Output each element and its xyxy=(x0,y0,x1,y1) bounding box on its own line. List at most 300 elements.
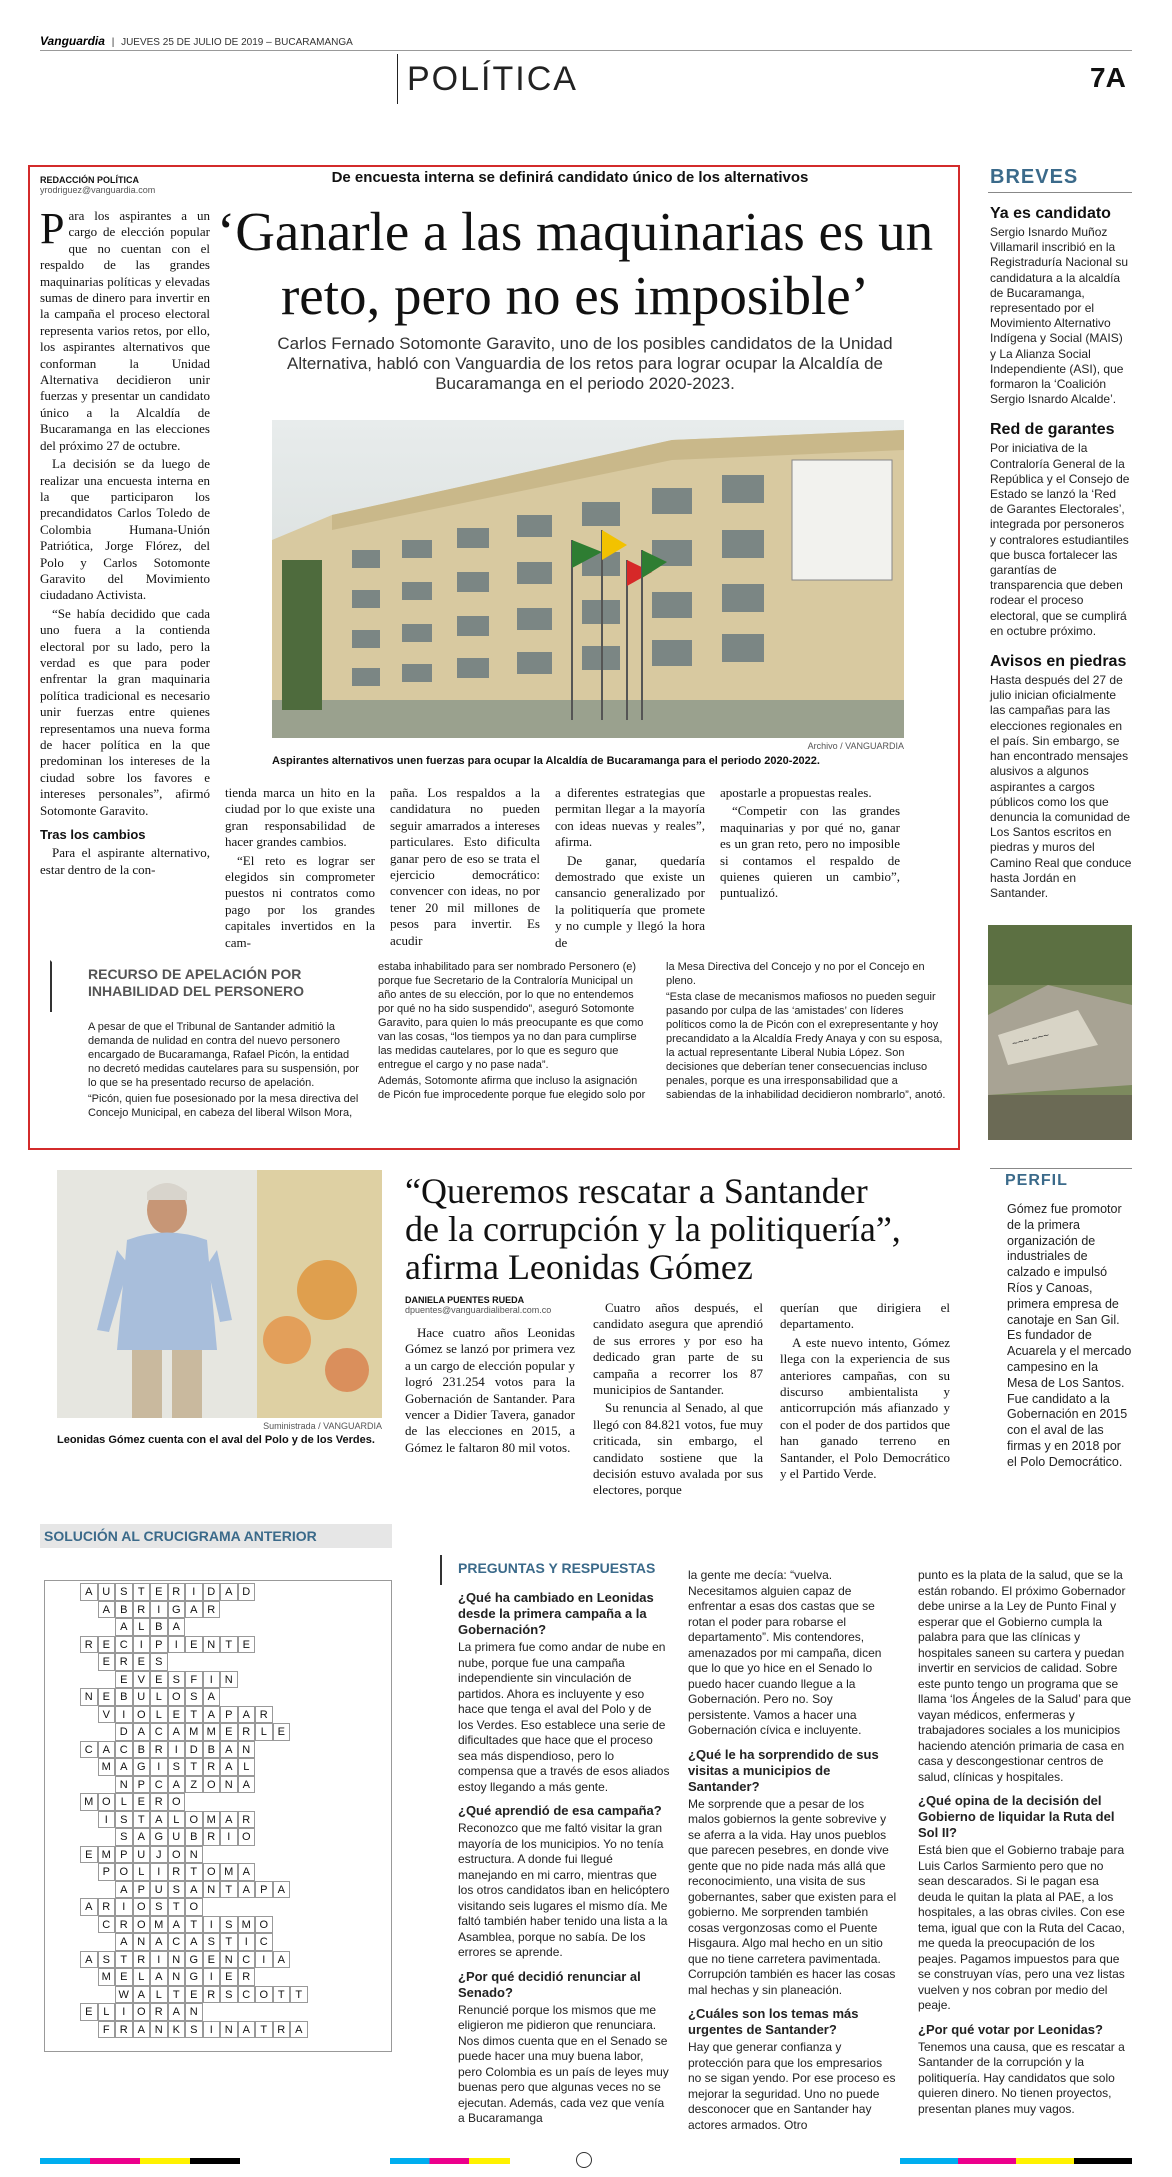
crossword-cell: C xyxy=(238,1951,256,1969)
crossword-cell: A xyxy=(115,1618,133,1636)
qa-label: PREGUNTAS Y RESPUESTAS xyxy=(458,1560,656,1576)
crossword-cell: O xyxy=(185,1898,203,1916)
lead-column-2: tienda marca un hito en la ciudad por lo que existe una gran responsabilidad de hacer grandes cambios. “El reto es lograr ser elegidos sin comprometer puestos ni contratos como pago por los grandes capitales invertidos en la cam- xyxy=(225,785,375,950)
crossword-cell: T xyxy=(133,1583,151,1601)
crossword-cell: R xyxy=(115,1916,133,1934)
crossword-cell: G xyxy=(185,1951,203,1969)
crossword-cell: A xyxy=(133,2021,151,2039)
crossword-cell: O xyxy=(238,1828,256,1846)
crossword-cell: F xyxy=(185,1671,203,1689)
crossword-cell: B xyxy=(133,1741,151,1759)
crossword-cell: O xyxy=(168,1846,186,1864)
crossword-cell: E xyxy=(168,1706,186,1724)
crossword-cell: U xyxy=(150,1881,168,1899)
crossword-cell: I xyxy=(203,2021,221,2039)
crossword-cell: L xyxy=(150,1986,168,2004)
crossword-cell: R xyxy=(238,1968,256,1986)
crossword-cell: A xyxy=(273,1881,291,1899)
crossword-cell: P xyxy=(115,1846,133,1864)
crossword-cell: R xyxy=(203,1601,221,1619)
crossword-cell: O xyxy=(133,1706,151,1724)
registration-mark-icon xyxy=(576,2152,592,2168)
gomez-column-2: Cuatro años después, el candidato asegura que aprendió de sus errores y por eso ha dedicado gran parte de su campaña a recorrer los 87 municipios de Santander. Su renuncia al Senado, al que llegó con 84.821 votos, fue muy criticada, sin embargo, el candidato sostiene que la decisión estuvo avalada por sus electores, porque xyxy=(593,1300,763,1498)
crossword-cell: I xyxy=(98,1811,116,1829)
crossword-cell: M xyxy=(80,1793,98,1811)
crossword-cell: A xyxy=(115,1881,133,1899)
crossword-cell: A xyxy=(185,1933,203,1951)
crossword-cell: A xyxy=(203,1688,221,1706)
crossword-cell: O xyxy=(98,1793,116,1811)
brief-photo-rocks xyxy=(988,925,1132,1140)
crossword-cell: E xyxy=(220,1968,238,1986)
brief-item: Avisos en piedras Hasta después del 27 de julio inician oficialmente las campañas para las elecciones regionales en el país. Sin embargo, se han encontrado mensajes alusivos a algunos aspirantes a cargos públicos como los que denuncia la comunidad de Los Santos escritos en piedras y muros del Camino Real que conduce hasta Jordán en Santander. xyxy=(990,653,1132,900)
masthead: Vanguardia | JUEVES 25 DE JULIO DE 2019 – BUCARAMANGA xyxy=(40,34,353,48)
crossword-cell: N xyxy=(168,1968,186,1986)
crossword-cell: S xyxy=(168,1758,186,1776)
crossword-cell: I xyxy=(168,1636,186,1654)
crossword-cell: T xyxy=(220,1933,238,1951)
crossword-cell: C xyxy=(98,1916,116,1934)
crossword-cell: T xyxy=(255,2021,273,2039)
crossword-cell: C xyxy=(168,1933,186,1951)
page-number: 7A xyxy=(1090,62,1126,93)
crossword-cell: N xyxy=(220,1776,238,1794)
crossword-cell: E xyxy=(80,2003,98,2021)
crossword-cell: D xyxy=(115,1723,133,1741)
crossword-row xyxy=(45,1741,391,1759)
crossword-cell: P xyxy=(133,1881,151,1899)
gomez-headline: “Queremos rescatar a Santander de la corrupción y la politiquería”, afirma Leonidas Gómez xyxy=(405,1171,901,1287)
crossword-row xyxy=(45,1636,391,1654)
crossword-cell: K xyxy=(168,2021,186,2039)
crossword-cell: R xyxy=(150,1793,168,1811)
crossword-cell: U xyxy=(133,1846,151,1864)
crossword-cell: E xyxy=(133,1653,151,1671)
crossword-cell: I xyxy=(185,1583,203,1601)
crossword-label: SOLUCIÓN AL CRUCIGRAMA ANTERIOR xyxy=(44,1528,317,1544)
crossword-cell: B xyxy=(115,1688,133,1706)
crossword-cell: N xyxy=(185,2003,203,2021)
appeal-column-2: estaba inhabilitado para ser nombrado Personero (e) porque fue Secretario de la Contraloría Municipal un año antes de su elección, por lo que no entendemos por qué no ha sido suspendido”, aseguró Sotomonte Garavito, para quien lo más preocupante es que como van las cosas, “los tiempos ya no dan para cumplirse las medidas cautelares, por lo que es seguro que entregue el cargo y no pase nada”. Además, Sotomonte afirma que incluso la asignación de Picón fue improcedente porque fue elegido solo por xyxy=(378,961,646,1101)
crossword-cell: S xyxy=(168,1671,186,1689)
crossword-row xyxy=(45,1758,391,1776)
crossword-cell: L xyxy=(150,1706,168,1724)
crossword-cell: T xyxy=(185,1758,203,1776)
crossword-cell: L xyxy=(150,1688,168,1706)
crossword-row xyxy=(45,1601,391,1619)
crossword-cell: P xyxy=(133,1776,151,1794)
crossword-cell: L xyxy=(115,1793,133,1811)
crossword-cell: I xyxy=(115,1898,133,1916)
crossword-cell: M xyxy=(98,1758,116,1776)
crossword-cell: S xyxy=(220,1986,238,2004)
crossword-cell: R xyxy=(273,2021,291,2039)
crossword-cell: W xyxy=(115,1986,133,2004)
crossword-cell: L xyxy=(133,1863,151,1881)
crossword-cell: B xyxy=(185,1828,203,1846)
crossword-row xyxy=(45,1933,391,1951)
crossword-row xyxy=(45,1951,391,1969)
crossword-cell: A xyxy=(220,1758,238,1776)
crossword-cell: I xyxy=(203,1671,221,1689)
qa-column-2: la gente me decía: “vuelva. Necesitamos alguien capaz de enfrentar a esas dos castas que se rotan el poder para robarse el departamento”. Mis contendores, amenazados por mi campaña, dicen que lo que yo hice en el Senado lo puedo hacer cuando llegue a la Gobernación. Pero no. Soy persistente. Vamos a hacer una Gobernación cívica e incluyente. ¿Qué le ha sorprendido de sus visitas a municipios de Santander? Me sorprende que a pesar de los malos gobiernos la gente sobrevive y se aferra a la vida. Hay unos pueblos que parecen pesebres, en donde vive gente que no pide nada más allá que reconocimiento, una visita de sus gobernantes, saber que existen para el gobierno. Me sorprenden también cosas vergonzosas como el Puente Hisgaura. Algo mal hecho en un sitio que no tiene carretera pavimentada. Corrupción también es hacer las cosas mal hechas y sin planeación. ¿Cuáles son los temas más urgentes de Santander? Hay que generar confianza y protección para que los empresarios no se sigan yendo. Por ese proceso es mejorar la seguridad. Uno no puede desconocer que en Santander hay actores armados. Otro xyxy=(688,1568,897,2132)
crossword-row xyxy=(45,1688,391,1706)
crossword-cell: S xyxy=(150,1653,168,1671)
crossword-cell: S xyxy=(220,1916,238,1934)
lead-column-3: paña. Los respaldos a la candidatura no pueden seguir amarrados a intereses particulares. Esto dificulta ganar pero de eso se trata el ejercicio democrático: convencer con ideas, no por tener 20 mil millones de pesos para invertir. Es acudir xyxy=(390,785,540,948)
crossword-cell: L xyxy=(133,1618,151,1636)
crossword-cell: S xyxy=(115,1811,133,1829)
crossword-cell: I xyxy=(115,2003,133,2021)
crossword-cell: A xyxy=(168,1618,186,1636)
crossword-cell: R xyxy=(168,1583,186,1601)
qa-column-1: ¿Qué ha cambiado en Leonidas desde la primera campaña a la Gobernación? La primera fue como andar de nube en nube, porque fue una campaña independiente sin vinculación de partidos. Ahora es incluyente y eso hace que tenga el aval del Polo y de los Verdes. Eso establece una serie de dificultades que hace que el proceso sea más dispendioso, pero lo compensa que a través de esos aliados estoy llegando a más gente. ¿Qué aprendió de esa campaña? Reconozco que me faltó visitar la gran mayoría de los municipios. Yo no tenía estructura. A donde fui llegué manejando en mi carro, mientras que los otros candidatos iban en helicóptero visitando seis lugares el mismo día. Me faltó también haber tenido una lista a la Asamblea, porque no sabía. De los errores se aprende. ¿Por qué decidió renunciar al Senado? Renuncié porque los mismos que me eligieron me pidieron que renunciara. Nos dimos cuenta que en el Senado se puede hacer una muy buena labor, pero Colombia es un país de leyes muy buenas pero que algunas veces no se ejecutan. Además, cada vez que venía a Bucaramanga xyxy=(458,1590,670,2125)
crossword-cell: T xyxy=(115,1951,133,1969)
crossword-cell: A xyxy=(150,1968,168,1986)
crossword-cell: P xyxy=(220,1706,238,1724)
crossword-cell: C xyxy=(150,1776,168,1794)
crossword-cell: B xyxy=(115,1601,133,1619)
lead-kicker: De encuesta interna se definirá candidato único de los alternativos xyxy=(331,169,809,186)
crossword-cell: C xyxy=(80,1741,98,1759)
crossword-row xyxy=(45,2021,391,2039)
crossword-cell: C xyxy=(115,1636,133,1654)
crossword-cell: A xyxy=(168,2003,186,2021)
crossword-cell: N xyxy=(80,1688,98,1706)
crossword-cell: B xyxy=(203,1741,221,1759)
crossword-cell: G xyxy=(185,1968,203,1986)
crossword-cell: A xyxy=(203,1706,221,1724)
brief-item: Red de garantes Por iniciativa de la Contraloría General de la República y el Consejo de Estado se lanzó la ‘Red de Garantes Electorales’, integrada por personeros y contralores estudiantiles que busca fortalecer las garantías de transparencia que deben rodear el proceso electoral, que se cumplirá en octubre próximo. xyxy=(990,421,1130,638)
crossword-row xyxy=(45,1793,391,1811)
crossword-cell: S xyxy=(115,1583,133,1601)
crossword-cell: A xyxy=(150,1811,168,1829)
crossword-cell: A xyxy=(185,1601,203,1619)
appeal-column-3: la Mesa Directiva del Concejo y no por el Concejo en pleno. “Esta clase de mecanismos mafiosos no pueden seguir pasando por culpa de las ‘amistades’ con líderes políticos como la de Picón con el exrepresentante y hoy precandidato a la Alcaldía Fredy Anaya y con su esposa, la actual representante Liberal Nubia López. Son decisiones que deberían tener consecuencias incluso penales, porque es una irresponsabilidad que a sabiendas de la inhabilidad decidieron nombrarlo”, anotó. xyxy=(666,961,946,1101)
crossword-cell: A xyxy=(168,1916,186,1934)
crossword-cell: T xyxy=(133,1811,151,1829)
crossword-row xyxy=(45,1986,391,2004)
crossword-row xyxy=(45,2003,391,2021)
crossword-cell: C xyxy=(115,1741,133,1759)
gomez-column-1: Hace cuatro años Leonidas Gómez se lanzó por primera vez a un cargo de elección popular y logró 231.254 votos para la Gobernación de Santander. Para vencer a Didier Tavera, ganador de las elecciones en 2015, a Gómez le faltaron 80 mil votos. xyxy=(405,1325,575,1455)
crossword-row xyxy=(45,1916,391,1934)
crossword-cell: T xyxy=(168,1986,186,2004)
appeal-bracket xyxy=(50,960,66,1012)
crossword-cell: G xyxy=(133,1758,151,1776)
crossword-row xyxy=(45,1846,391,1864)
crossword-cell: N xyxy=(220,1951,238,1969)
appeal-column-1: A pesar de que el Tribunal de Santander admitió la demanda de nulidad en contra del nuevo personero encargado de Bucaramanga, Rafael Picón, la entidad no decretó medidas cautelares para su suspensión, por lo que se ha presentado recurso de apelación. “Picón, quien fue posesionado por la mesa directiva del Concejo Municipal, en cabeza del liberal Wilson Mora, xyxy=(88,1021,359,1119)
crossword-cell: S xyxy=(115,1828,133,1846)
crossword-cell: E xyxy=(273,1723,291,1741)
crossword-cell: I xyxy=(220,1828,238,1846)
crossword-cell: S xyxy=(203,1933,221,1951)
crossword-cell: E xyxy=(115,1671,133,1689)
crossword-cell: E xyxy=(238,1636,256,1654)
crossword-cell: I xyxy=(168,1741,186,1759)
crossword-cell: N xyxy=(220,2021,238,2039)
crossword-row xyxy=(45,1828,391,1846)
crossword-cell: I xyxy=(150,1951,168,1969)
crossword-cell: O xyxy=(168,1793,186,1811)
crossword-cell: T xyxy=(220,1636,238,1654)
crossword-cell: A xyxy=(80,1898,98,1916)
gomez-column-3: querían que dirigiera el departamento. A este nuevo intento, Gómez llega con la experiencia de sus anteriores campañas, con su discurso ambientalista y anticorrupción más afianzado y con el poder de dos partidos que han ganado terreno en Santander, el Polo Democrático y el Partido Verde. xyxy=(780,1300,950,1482)
crossword-cell: E xyxy=(115,1968,133,1986)
crossword-cell: U xyxy=(133,1688,151,1706)
crossword-row xyxy=(45,1723,391,1741)
crossword-cell: E xyxy=(98,1653,116,1671)
crossword-cell: R xyxy=(115,1653,133,1671)
lead-column-5: apostarle a propuestas reales. “Competir con las grandes maquinarias y por qué no, ganar es un gran reto, pero no imposible si contamos el respaldo de quienes quieren un cambio”, puntualizó. xyxy=(720,785,900,901)
crossword-row xyxy=(45,1898,391,1916)
perfil-rule xyxy=(990,1168,1132,1169)
crossword-cell: M xyxy=(220,1863,238,1881)
crossword-cell: O xyxy=(255,1916,273,1934)
perfil-label: PERFIL xyxy=(1005,1172,1068,1189)
crossword-cell: A xyxy=(133,1986,151,2004)
crossword-cell: T xyxy=(185,1706,203,1724)
crossword-cell: R xyxy=(98,1898,116,1916)
lead-caption: Aspirantes alternativos unen fuerzas para ocupar la Alcaldía de Bucaramanga para el periodo 2020-2022. xyxy=(272,755,820,767)
crossword-cell: V xyxy=(98,1706,116,1724)
crossword-cell: I xyxy=(255,1951,273,1969)
crossword-cell: C xyxy=(150,1723,168,1741)
crossword-cell: R xyxy=(255,1706,273,1724)
brief-item: Ya es candidato Sergio Isnardo Muñoz Villamaril inscribió en la Registraduría Nacional su candidatura a la alcaldía de Bucaramanga, representado por el Movimiento Alternativo Indígena y Social (MAIS) y La Alianza Social Independiente (ASI), que formaron la ‘Coalición Sergio Isnardo Alcalde’. xyxy=(990,205,1129,407)
crossword-cell: E xyxy=(80,1846,98,1864)
crossword-cell: A xyxy=(238,1863,256,1881)
crossword-cell: C xyxy=(255,1933,273,1951)
crossword-cell: S xyxy=(185,1688,203,1706)
crossword-cell: N xyxy=(203,1881,221,1899)
crossword-cell: I xyxy=(150,1758,168,1776)
crossword-row xyxy=(45,1583,391,1601)
crossword-cell: I xyxy=(203,1916,221,1934)
crossword-cell: I xyxy=(150,1863,168,1881)
crossword-cell: A xyxy=(133,1828,151,1846)
crossword-cell: E xyxy=(150,1671,168,1689)
rocks-photo xyxy=(988,925,1132,1140)
crossword-cell: T xyxy=(185,1863,203,1881)
crossword-cell: C xyxy=(238,1986,256,2004)
crossword-cell: E xyxy=(150,1583,168,1601)
crossword-grid xyxy=(44,1580,392,2052)
lead-byline: REDACCIÓN POLÍTICA yrodriguez@vanguardia.com xyxy=(40,175,156,195)
crossword-cell: I xyxy=(115,1706,133,1724)
crossword-cell: R xyxy=(238,1811,256,1829)
crossword-cell: E xyxy=(98,1688,116,1706)
qa-column-3: punto es la plata de la salud, que se la están robando. El próximo Gobernador debe unirse a la Ley de Punto Final y esperar que el Gobierno cumpla la palabra para que las clínicas y hospitales saneen su cartera y puedan invertir en servicios de calidad. Sobre este punto tengo un programa que se llama ‘los Ángeles de la Salud’ para que vayan médicos, enfermeras y trabajadores sociales a los municipios haciendo atención primaria de casa en casa y descongestionar centros de salud, clínicas y hospitales. ¿Qué opina de la decisión del Gobierno de liquidar la Ruta del Sol II? Está bien que el Gobierno trabaje para Luis Carlos Sarmiento pero que no sean descarados. Si le pagan esa deuda le quitan la plata al PAE, a los hospitales, a las obras civiles. Con ese tema, igual que con la Ruta del Cacao, me queda la preocupación de los peajes. Pagamos impuestos para que se construyan vías, pero una vez listas vuelven y nos cobran por medio del peaje. ¿Por qué votar por Leonidas? Tenemos una causa, que es rescatar a Santander de la corrupción y la politiquería. Hay candidatos que solo quieren dinero. No tienen proyectos, presentan planes muy vagos. xyxy=(918,1568,1132,2116)
crossword-cell: T xyxy=(220,1881,238,1899)
qa-bracket xyxy=(440,1555,452,1585)
crossword-cell: D xyxy=(185,1741,203,1759)
lead-headline: ‘Ganarle a las maquinarias es un reto, pero no es imposible’ xyxy=(216,201,934,326)
crossword-cell: R xyxy=(150,1741,168,1759)
crossword-cell: T xyxy=(185,1916,203,1934)
crossword-cell: R xyxy=(80,1636,98,1654)
crossword-cell: A xyxy=(80,1951,98,1969)
crossword-cell: R xyxy=(133,1951,151,1969)
crossword-row xyxy=(45,1863,391,1881)
section-divider xyxy=(397,54,398,104)
gomez-photo xyxy=(57,1170,382,1418)
crossword-cell: N xyxy=(133,1933,151,1951)
crossword-row xyxy=(45,1881,391,1899)
crossword-cell: A xyxy=(238,1776,256,1794)
section-title: POLÍTICA xyxy=(407,60,578,98)
appeal-title: RECURSO DE APELACIÓN POR INHABILIDAD DEL PERSONERO xyxy=(88,966,304,999)
lead-subhead: Carlos Fernado Sotomonte Garavito, uno de los posibles candidatos de la Unidad Alternativa, habló con Vanguardia de los retos para lograr ocupar la Alcaldía de Bucaramanga en el periodo 2020-2023. xyxy=(277,334,893,393)
crossword-cell: R xyxy=(203,1986,221,2004)
crossword-cell: R xyxy=(203,1828,221,1846)
crossword-cell: D xyxy=(203,1583,221,1601)
crossword-cell: T xyxy=(168,1898,186,1916)
crossword-cell: N xyxy=(203,1636,221,1654)
crossword-cell: O xyxy=(133,2003,151,2021)
crossword-cell: Z xyxy=(185,1776,203,1794)
crossword-cell: O xyxy=(133,1898,151,1916)
crossword-cell: M xyxy=(98,1968,116,1986)
crossword-cell: O xyxy=(168,1688,186,1706)
crossword-cell: J xyxy=(150,1846,168,1864)
lead-photo xyxy=(272,420,904,738)
crossword-cell: N xyxy=(115,1776,133,1794)
gomez-byline: DANIELA PUENTES RUEDA dpuentes@vanguardialiberal.com.co xyxy=(405,1295,552,1315)
crossword-cell: N xyxy=(220,1671,238,1689)
crossword-cell: P xyxy=(98,1863,116,1881)
crossword-cell: O xyxy=(203,1776,221,1794)
crossword-row xyxy=(45,1618,391,1636)
crossword-cell: A xyxy=(98,1741,116,1759)
gomez-photo-credit: Suministrada / VANGUARDIA xyxy=(263,1421,382,1431)
color-bar-right xyxy=(900,2158,1132,2164)
crossword-cell: R xyxy=(238,1723,256,1741)
crossword-cell: O xyxy=(115,1863,133,1881)
crossword-cell: L xyxy=(133,1968,151,1986)
crossword-cell: O xyxy=(185,1811,203,1829)
crossword-row xyxy=(45,1706,391,1724)
crossword-cell: A xyxy=(80,1583,98,1601)
crossword-cell: R xyxy=(115,2021,133,2039)
crossword-cell: S xyxy=(98,1951,116,1969)
crossword-cell: E xyxy=(185,1636,203,1654)
crossword-row xyxy=(45,1811,391,1829)
crossword-cell: A xyxy=(168,1723,186,1741)
color-bar-mid xyxy=(390,2158,510,2164)
perfil-text: Gómez fue promotor de la primera organización de industriales de calzado e impulsó Ríos y Canoas, primera empresa de canotaje en San Gil. Es fundador de Acuarela y el mercado campesino en la Mesa de Los Santos. Fue candidato a la Gobernación en 2015 con el aval de las firmas y en 2018 por el Polo Democrático. xyxy=(1007,1202,1132,1469)
crossword-cell: A xyxy=(220,1811,238,1829)
crossword-cell: E xyxy=(98,1636,116,1654)
crossword-cell: S xyxy=(150,1898,168,1916)
crossword-cell: L xyxy=(168,1811,186,1829)
briefs-label-rule xyxy=(988,192,1132,193)
briefs-label: BREVES xyxy=(990,166,1079,188)
brand-logo: Vanguardia xyxy=(40,34,105,48)
crossword-cell: M xyxy=(203,1811,221,1829)
crossword-cell: A xyxy=(238,1881,256,1899)
crossword-cell: N xyxy=(185,1846,203,1864)
crossword-cell: U xyxy=(168,1828,186,1846)
crossword-cell: P xyxy=(150,1636,168,1654)
crossword-cell: B xyxy=(150,1618,168,1636)
crossword-cell: I xyxy=(150,1601,168,1619)
crossword-row xyxy=(45,1653,391,1671)
crossword-cell: M xyxy=(203,1723,221,1741)
crossword-cell: R xyxy=(133,1601,151,1619)
crossword-cell: E xyxy=(220,1723,238,1741)
crossword-cell: P xyxy=(255,1881,273,1899)
crossword-cell: I xyxy=(238,1933,256,1951)
crossword-cell: A xyxy=(220,1583,238,1601)
leonidas-gomez-photo xyxy=(57,1170,382,1418)
crossword-cell: V xyxy=(133,1671,151,1689)
crossword-cell: M xyxy=(185,1723,203,1741)
crossword-cell: I xyxy=(203,1968,221,1986)
crossword-row xyxy=(45,1671,391,1689)
crossword-cell: T xyxy=(273,1986,291,2004)
color-bar-left xyxy=(40,2158,240,2164)
crossword-cell: O xyxy=(255,1986,273,2004)
crossword-cell: F xyxy=(98,2021,116,2039)
crossword-cell: G xyxy=(168,1601,186,1619)
svg-text:~~~ ~~~: ~~~ ~~~ xyxy=(1011,1030,1051,1050)
crossword-cell: O xyxy=(133,1916,151,1934)
lead-column-1: Para los aspirantes a un cargo de elección popular que no cuentan con el respaldo de las grandes maquinarias políticas y elevadas sumas de dinero para invertir en la campaña el proceso electoral representa varios retos, por ello, los aspirantes alternativos que conforman la Unidad Alternativa decidieron unir fuerzas y presentar un candidato único a la Alcaldía de Bucaramanga en las elecciones del próximo 27 de octubre. La decisión se da luego de realizar una encuesta interna en la que participaron los precandidatos Carlos Toledo de Colombia Humana-Unión Patriótica, Jorge Flórez, del Polo y Carlos Sotomonte Garavito del Movimiento ciudadano Activista. “Se había decidido que cada uno fuera a la contienda electoral por su lado, pero la verdad es que para poder enfrentar la gran maquinaria política tradicional es necesario unir fuerzas entre quienes representamos una nueva forma de hacer política en la que predominan los intereses de la ciudad sobre los favores e intereses personales”, afirmó Sotomonte Garavito. Tras los cambios Para el aspirante alternativo, estar dentro de la con- xyxy=(40,204,210,877)
crossword-cell: A xyxy=(220,1741,238,1759)
crossword-cell: I xyxy=(133,1636,151,1654)
crossword-cell: A xyxy=(115,1758,133,1776)
crossword-cell: E xyxy=(185,1986,203,2004)
crossword-cell: S xyxy=(185,2021,203,2039)
crossword-cell: A xyxy=(115,1933,133,1951)
crossword-cell: L xyxy=(238,1758,256,1776)
crossword-row xyxy=(45,1968,391,1986)
crossword-cell: N xyxy=(168,1951,186,1969)
crossword-cell: L xyxy=(98,2003,116,2021)
crossword-cell: E xyxy=(203,1951,221,1969)
crossword-cell: M xyxy=(98,1846,116,1864)
crossword-cell: N xyxy=(238,1741,256,1759)
crossword-cell: L xyxy=(255,1723,273,1741)
crossword-cell: A xyxy=(238,2021,256,2039)
lead-photo-credit: Archivo / VANGUARDIA xyxy=(807,741,904,751)
crossword-cell: N xyxy=(150,2021,168,2039)
crossword-cell: A xyxy=(150,1933,168,1951)
crossword-cell: A xyxy=(273,1951,291,1969)
crossword-cell: U xyxy=(98,1583,116,1601)
crossword-cell: T xyxy=(290,1986,308,2004)
crossword-cell: A xyxy=(98,1601,116,1619)
crossword-cell: R xyxy=(150,2003,168,2021)
crossword-cell: D xyxy=(238,1583,256,1601)
crossword-cell: R xyxy=(203,1758,221,1776)
crossword-cell: R xyxy=(168,1863,186,1881)
dateline: JUEVES 25 DE JULIO DE 2019 – BUCARAMANGA xyxy=(121,37,353,48)
drop-cap: P xyxy=(40,204,65,253)
crossword-cell: A xyxy=(168,1776,186,1794)
crossword-cell: G xyxy=(150,1828,168,1846)
crossword-cell: A xyxy=(238,1706,256,1724)
lead-column-4: a diferentes estrategias que permitan llegar a la mayoría con ideas nuevas y reales”, afirma. De ganar, quedaría demostrado que existe un cansancio generalizado por la politiquería que promete y no cumple y llegó la hora de xyxy=(555,785,705,950)
crossword-cell: M xyxy=(150,1916,168,1934)
header-rule xyxy=(40,50,1132,51)
crossword-cell: A xyxy=(185,1881,203,1899)
crossword-cell: A xyxy=(290,2021,308,2039)
crossword-cell: O xyxy=(203,1863,221,1881)
gomez-caption: Leonidas Gómez cuenta con el aval del Polo y de los Verdes. xyxy=(57,1434,375,1446)
